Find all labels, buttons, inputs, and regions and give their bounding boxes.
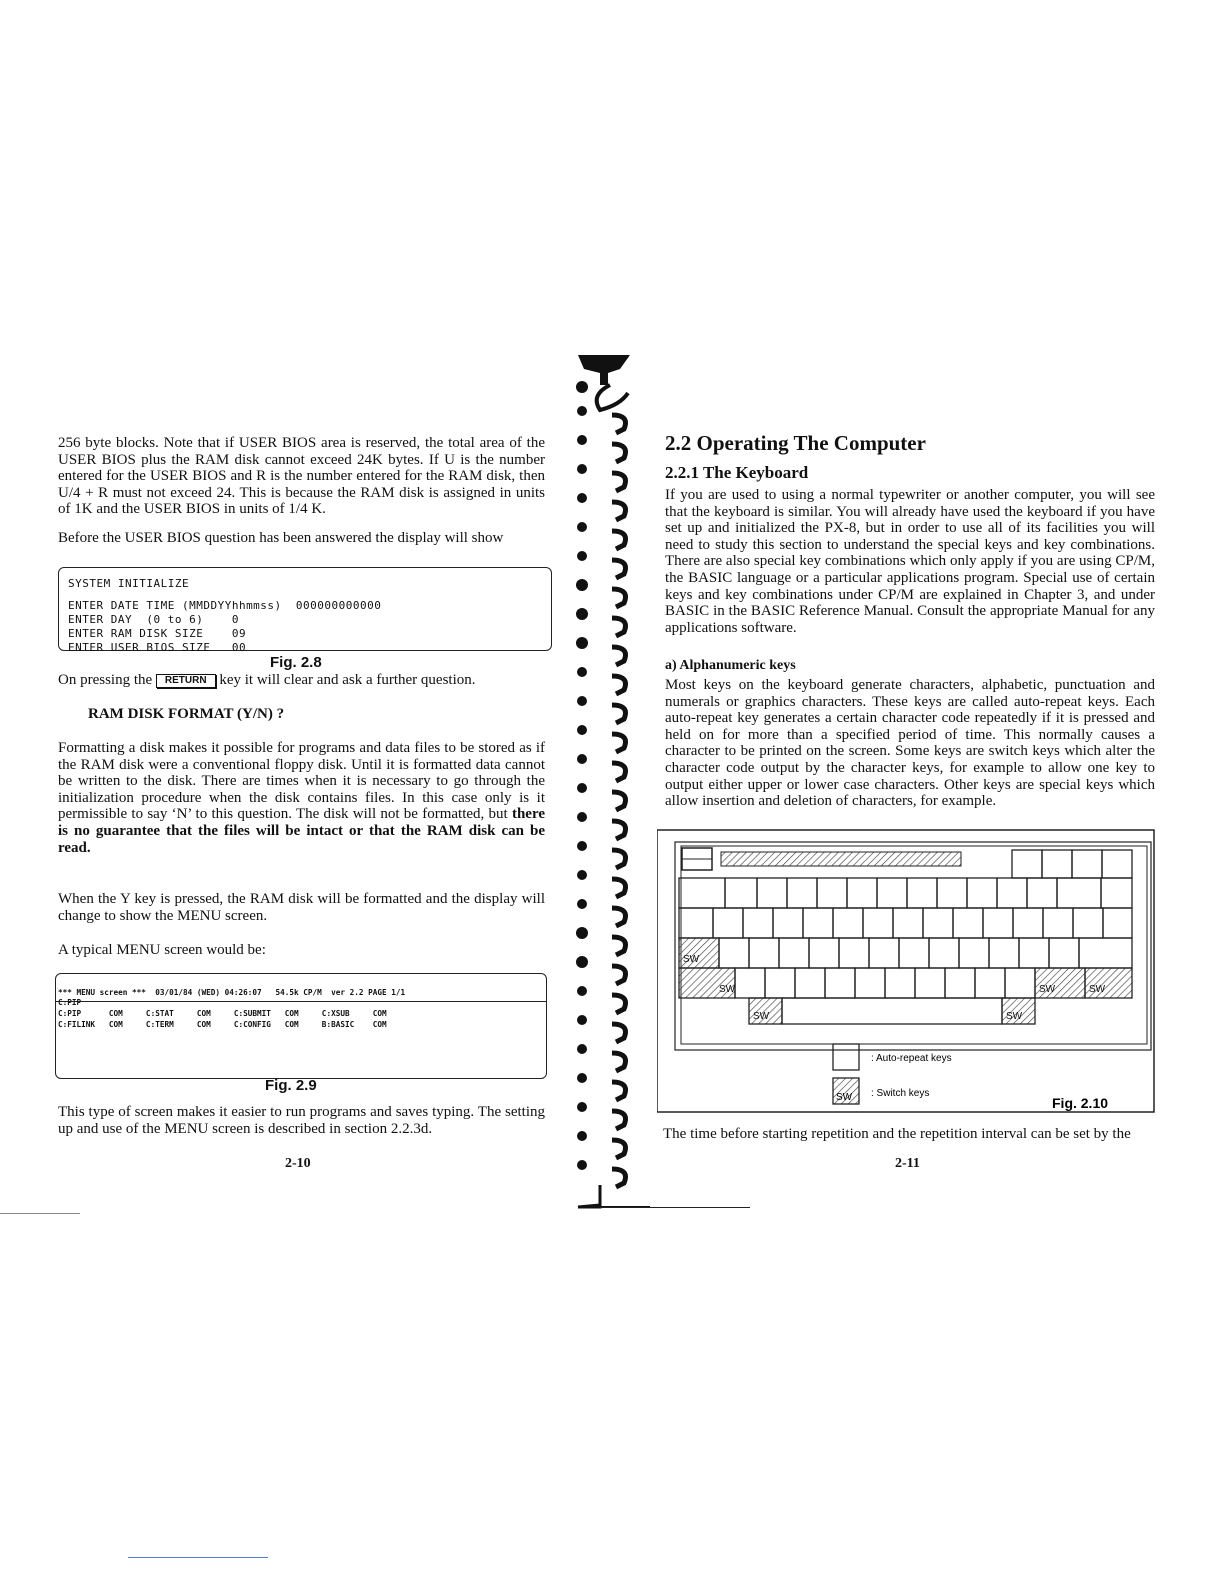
key [1019, 938, 1049, 968]
key [997, 878, 1027, 908]
screen1-line: ENTER DATE TIME (MMDDYYhhmmss) 000000000000 [68, 599, 382, 612]
binding-hook-26 [612, 1169, 626, 1187]
binding-hook-15 [612, 850, 626, 868]
lcd-strip [721, 852, 961, 866]
key [847, 878, 877, 908]
binding-hook-17 [612, 908, 626, 926]
key [915, 968, 945, 998]
key [749, 938, 779, 968]
key [825, 968, 855, 998]
binding-hook-18 [612, 937, 626, 955]
binding-ring-12 [577, 725, 587, 735]
binding-hook-11 [612, 734, 626, 752]
para4-text: Formatting a disk makes it possible for programs and data files to be stored as if the RAM disk were a conventional floppy disk. Until it is formatted data cannot be written to the disk. There are times when it is necessary to go through the initialization procedure when the disk contains files. In this case only is it permissible to say ‘N’ to this question. The disk will not be formatted, but [58, 740, 545, 823]
key [869, 938, 899, 968]
binding-ring-9 [576, 637, 588, 649]
binding-hook-22 [612, 1053, 626, 1071]
key [713, 908, 743, 938]
function-key [1012, 850, 1042, 878]
binding-ring-8 [576, 608, 588, 620]
screen1-line: ENTER RAM DISK SIZE 09 [68, 627, 247, 640]
binding-hook-23 [612, 1082, 626, 1100]
system-initialize-screen [58, 567, 552, 654]
binding-ring-23 [577, 1044, 587, 1054]
key [1057, 878, 1101, 908]
binding-hook-13 [612, 792, 626, 810]
binding-ring-16 [577, 841, 587, 851]
legend-sw-label: SW [836, 1092, 853, 1103]
binding-ring-2 [577, 435, 587, 445]
key [1073, 908, 1103, 938]
binding-top [578, 355, 630, 385]
binding-hook-12 [612, 763, 626, 781]
para3-before: On pressing the [58, 672, 153, 688]
binding-ring-27 [577, 1160, 587, 1170]
key [937, 878, 967, 908]
sw-label: SW [1089, 984, 1106, 995]
binding-hook-20 [612, 995, 626, 1013]
left-para-1: 256 byte blocks. Note that if USER BIOS area is reserved, the total area of the USER BIOS plus the RAM disk cannot exceed 24K bytes. If U is the number entered for the USER BIOS and R is the number entered for the RAM disk, then U/4 + R must not exceed 24. This is because the RAM disk is assigned in units of 1K and the USER BIOS in units of 1/4 K. [58, 435, 545, 518]
key [945, 968, 975, 998]
key [877, 878, 907, 908]
function-key [1102, 850, 1132, 878]
key [833, 908, 863, 938]
key [765, 968, 795, 998]
binding-ring-4 [577, 493, 587, 503]
key [679, 908, 713, 938]
legend-auto-text: : Auto-repeat keys [871, 1053, 952, 1064]
binding-ring-18 [577, 899, 587, 909]
binding-ring-22 [577, 1015, 587, 1025]
key [779, 938, 809, 968]
key [975, 968, 1005, 998]
function-key [1072, 850, 1102, 878]
binding-hook-16 [612, 879, 626, 897]
key [809, 938, 839, 968]
fig-2-10-caption: Fig. 2.10 [1052, 1095, 1109, 1111]
left-margin-line [0, 1213, 80, 1214]
left-para-6: A typical MENU screen would be: [58, 942, 266, 958]
sw-label: SW [719, 984, 736, 995]
menu-screen [55, 973, 547, 1079]
fig-2-8-caption: Fig. 2.8 [270, 654, 322, 671]
binding-hook-19 [612, 966, 626, 984]
key [757, 878, 787, 908]
right-para-3: The time before starting repetition and the repetition interval can be set by the [663, 1126, 1131, 1142]
para4-warning: there is no guarantee that the files will be intact or that the RAM disk can be read. [58, 806, 546, 856]
left-page-number: 2-10 [285, 1156, 311, 1171]
key [1005, 968, 1035, 998]
key [773, 908, 803, 938]
key [1043, 908, 1073, 938]
key [735, 968, 765, 998]
legend-auto-key [833, 1044, 859, 1070]
binding-ring-7 [576, 579, 588, 591]
key [1101, 878, 1132, 908]
binding-bottom [578, 1185, 600, 1207]
fig-2-9-caption: Fig. 2.9 [265, 1077, 317, 1094]
binding-hook-5 [612, 560, 626, 578]
binding-ring-25 [577, 1102, 587, 1112]
key [885, 968, 915, 998]
key [929, 938, 959, 968]
screen2-divider [56, 1001, 546, 1002]
binding-ring-11 [577, 696, 587, 706]
bottom-blue-line [128, 1557, 268, 1558]
screen2-line: C:PIP COM C:STAT COM C:SUBMIT COM C:XSUB COM [58, 1009, 387, 1018]
subsection-heading: 2.2.1 The Keyboard [665, 463, 809, 482]
key [989, 938, 1019, 968]
key [959, 938, 989, 968]
binding-coil [597, 385, 628, 410]
binding-ring-19 [576, 927, 588, 939]
binding-hook-1 [612, 444, 626, 462]
left-para-4 [58, 740, 545, 856]
key [817, 878, 847, 908]
para3-after: key it will clear and ask a further question. [219, 672, 476, 688]
key [923, 908, 953, 938]
left-para-2: Before the USER BIOS question has been answered the display will show [58, 530, 504, 546]
function-key [679, 878, 725, 908]
screen1-line: ENTER USER BIOS SIZE 00 [68, 641, 247, 654]
binding-hook-4 [612, 531, 626, 549]
key [953, 908, 983, 938]
binding-ring-17 [577, 870, 587, 880]
key [863, 908, 893, 938]
key [725, 878, 757, 908]
key [893, 908, 923, 938]
right-para-2: Most keys on the keyboard generate characters, alphabetic, punctuation and numerals or graphics characters. These keys are called auto-repeat keys. Each auto-repeat key generates a certain character code repeatedly if it is pressed and held on for more than a specified period of time. This normally causes a character to be printed on the screen. Some keys are switch keys which alter the character code output by the character keys, for example to allow one key to output either upper or lower case characters. Other keys are special keys which allow insertion and deletion of characters, for example. [665, 677, 1155, 810]
right-para-1: If you are used to using a normal typewriter or another computer, you will see that the keyboard is similar. You will already have used the keyboard if you have set up and initialized the PX-8, but in order to use all of its facilities you will need to study this section to understand the special keys and key combinations. There are also special key combinations which only apply if you are using CP/M, the BASIC language or a particular applications program. Special use of certain keys and key combinations under CP/M are explained in Chapter 3, and under BASIC in the BASIC Reference Manual. Consult the appropriate Manual for any applications software. [665, 487, 1155, 636]
binding-ring-21 [577, 986, 587, 996]
sw-label: SW [1006, 1011, 1023, 1022]
screen2-line: *** MENU screen *** 03/01/84 (WED) 04:26:07 54.5k CP/M ver 2.2 PAGE 1/1 [58, 988, 406, 997]
key [1079, 938, 1132, 968]
key [803, 908, 833, 938]
right-page-number: 2-11 [895, 1156, 920, 1171]
binding-hook-2 [612, 473, 626, 491]
binding-hook-7 [612, 618, 626, 636]
screen1-line: SYSTEM INITIALIZE [68, 577, 190, 590]
key [787, 878, 817, 908]
binding-hook-21 [612, 1024, 626, 1042]
binding-ring-5 [577, 522, 587, 532]
key [967, 878, 997, 908]
key [839, 938, 869, 968]
space-bar [782, 998, 1002, 1024]
binding-ring-13 [577, 754, 587, 764]
return-key: RETURN [156, 674, 216, 688]
ram-disk-question: RAM DISK FORMAT (Y/N) ? [88, 706, 285, 722]
key [1013, 908, 1043, 938]
binding-hook-3 [612, 502, 626, 520]
binding-ring-3 [577, 464, 587, 474]
left-para-3 [58, 672, 558, 689]
screen2-line: C:PIP [58, 998, 82, 1007]
keyboard-figure [657, 828, 1157, 1116]
key [1027, 878, 1057, 908]
section-a-heading: a) Alphanumeric keys [665, 658, 796, 673]
left-para-7: This type of screen makes it easier to run programs and saves typing. The setting up and use of the MENU screen is described in section 2.2.3d. [58, 1104, 545, 1137]
binding-ring-6 [577, 551, 587, 561]
key [719, 938, 749, 968]
key [1049, 938, 1079, 968]
binding-hook-24 [612, 1111, 626, 1129]
binding-ring-10 [577, 667, 587, 677]
binding-hook-6 [612, 589, 626, 607]
keyboard-diagram [657, 828, 1157, 1116]
binding-hook-14 [612, 821, 626, 839]
spine-base-line [600, 1207, 750, 1208]
key [1103, 908, 1132, 938]
binding-hook-8 [612, 647, 626, 665]
binding-ring-14 [577, 783, 587, 793]
binding-ring-26 [577, 1131, 587, 1141]
key [795, 968, 825, 998]
section-heading: 2.2 Operating The Computer [665, 431, 926, 455]
spiral-binding [560, 355, 650, 1215]
sw-label: SW [1039, 984, 1056, 995]
binding-ring-0 [576, 381, 588, 393]
key [899, 938, 929, 968]
binding-ring-1 [577, 406, 587, 416]
sw-label: SW [683, 954, 700, 965]
key [855, 968, 885, 998]
key [983, 908, 1013, 938]
binding-ring-24 [577, 1073, 587, 1083]
binding-hook-10 [612, 705, 626, 723]
binding-ring-20 [576, 956, 588, 968]
screen2-line: C:FILINK COM C:TERM COM C:CONFIG COM B:BASIC COM [58, 1020, 387, 1029]
function-key [1042, 850, 1072, 878]
binding-hook-25 [612, 1140, 626, 1158]
binding-hook-0 [612, 415, 626, 433]
key [743, 908, 773, 938]
binding-hook-9 [612, 676, 626, 694]
left-para-5: When the Y key is pressed, the RAM disk will be formatted and the display will change to show the MENU screen. [58, 891, 545, 924]
legend-switch-text: : Switch keys [871, 1088, 930, 1099]
sw-label: SW [753, 1011, 770, 1022]
screen1-line: ENTER DAY (0 to 6) 0 [68, 613, 239, 626]
key [907, 878, 937, 908]
binding-ring-15 [577, 812, 587, 822]
